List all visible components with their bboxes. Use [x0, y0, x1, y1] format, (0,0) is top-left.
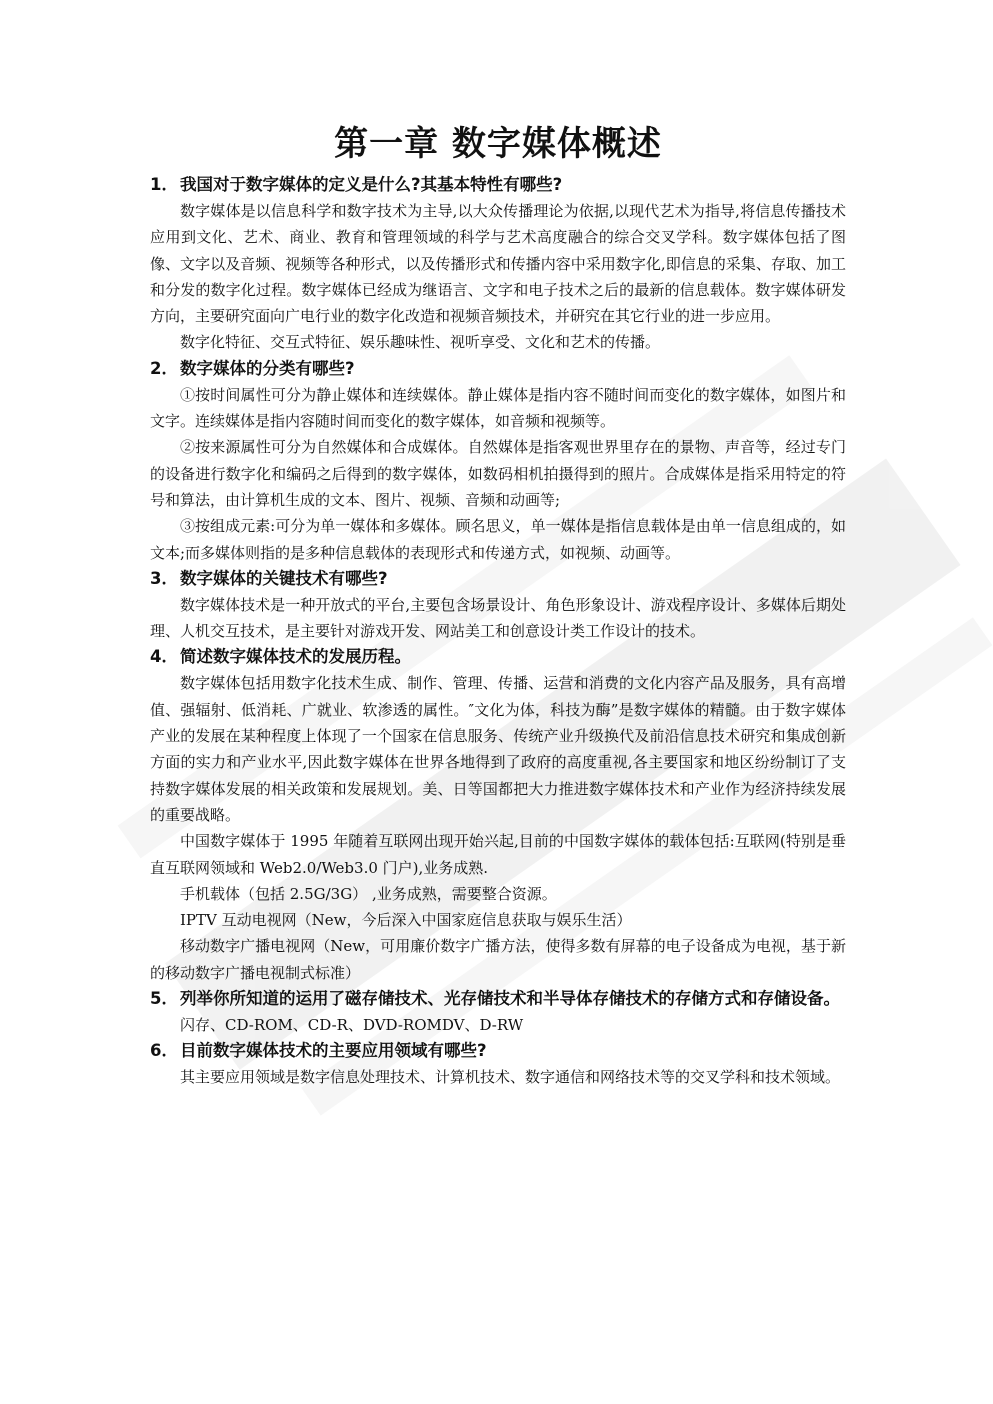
chapter-title: 第一章 数字媒体概述 — [334, 124, 662, 164]
document-page — [150, 118, 846, 1091]
question-heading — [150, 644, 846, 670]
answer-paragraph: 数字媒体是以信息科学和数字技术为主导,以大众传播理论为依据,以现代艺术为指导,将信息传播技术应用到文化、艺术、商业、教育和管理领域的科学与艺术高度融合的综合交叉学科。数字媒体包括了图像、文字以及音频、视频等各种形式，以及传播形式和传播内容中采用数字化,即信息的采集、存取、加工和分发的数字化过程。数字媒体已经成为继语言、文字和电子技术之后的最新的信息载体。数字媒体研发方向，主要研究面向广电行业的数字化改造和视频音频技术，并研究在其它行业的进一步应用。 — [150, 202, 846, 326]
section-1 — [150, 172, 846, 356]
question-number: 6． — [150, 1041, 178, 1061]
answer-paragraph: 数字化特征、交互式特征、娱乐趣味性、视听享受、文化和艺术的传播。 — [180, 333, 661, 352]
section-2 — [150, 356, 846, 566]
answer-paragraph: 数字媒体包括用数字化技术生成、制作、管理、传播、运营和消费的文化内容产品及服务，具有高增值、强辐射、低消耗、广就业、软渗透的属性。″文化为体，科技为酶”是数字媒体的精髓。由于数字媒体产业的发展在某种程度上体现了一个国家在信息服务、传统产业升级换代及前沿信息技术研究和集成创新方面的实力和产业水平,因此数字媒体在世界各地得到了政府的高度重视,各主要国家和地区纷纷制订了支持数字媒体发展的相关政策和发展规划。美、日等国都把大力推进数字媒体技术和产业作为经济持续发展的重要战略。 — [150, 674, 846, 824]
question-number: 5． — [150, 989, 178, 1009]
question-text: 数字媒体的分类有哪些? — [180, 358, 355, 378]
question-text: 简述数字媒体技术的发展历程。 — [180, 647, 411, 667]
question-text: 目前数字媒体技术的主要应用领域有哪些? — [180, 1041, 487, 1061]
question-text: 数字媒体的关键技术有哪些? — [180, 568, 388, 588]
question-number: 2． — [150, 358, 178, 378]
answer-paragraph: 移动数字广播电视网（New，可用廉价数字广播方法，使得多数有屏幕的电子设备成为电视，基于新的移动数字广播电视制式标准） — [150, 937, 846, 982]
question-heading — [150, 566, 846, 592]
answer-line: IPTV 互动电视网（New，今后深入中国家庭信息获取与娱乐生活） — [180, 911, 632, 930]
section-4 — [150, 644, 846, 986]
question-heading — [150, 356, 846, 382]
section-3 — [150, 566, 846, 645]
question-text: 列举你所知道的运用了磁存储技术、光存储技术和半导体存储技术的存储方式和存储设备。 — [180, 989, 840, 1009]
answer-paragraph: 闪存、CD-ROM、CD-R、DVD-ROMDV、D-RW — [180, 1016, 524, 1035]
answer-paragraph: ①按时间属性可分为静止媒体和连续媒体。静止媒体是指内容不随时间而变化的数字媒体，如图片和文字。连续媒体是指内容随时间而变化的数字媒体，如音频和视频等。 — [150, 385, 846, 431]
section-6 — [150, 1038, 846, 1090]
answer-paragraph: ③按组成元素:可分为单一媒体和多媒体。顾名思义，单一媒体是指信息载体是由单一信息组成的，如文本;而多媒体则指的是多种信息载体的表现形式和传递方式，如视频、动画等。 — [150, 517, 846, 562]
question-number: 3． — [150, 568, 178, 588]
question-number: 1． — [150, 175, 178, 194]
answer-paragraph: 中国数字媒体于 1995 年随着互联网出现开始兴起,目前的中国数字媒体的载体包括:互联网(特别是垂直互联网领域和 Web2.0/Web3.0 门户),业务成熟. — [150, 832, 846, 877]
question-heading — [150, 172, 846, 198]
question-number: 4． — [150, 647, 178, 667]
question-heading — [150, 1038, 846, 1064]
question-heading — [150, 986, 846, 1012]
answer-paragraph: ②按来源属性可分为自然媒体和合成媒体。自然媒体是指客观世界里存在的景物、声音等，经过专门的设备进行数字化和编码之后得到的数字媒体，如数码相机拍摄得到的照片。合成媒体是指采用特定的符号和算法，由计算机生成的文本、图片、视频、音频和动画等; — [150, 438, 846, 509]
question-text: 我国对于数字媒体的定义是什么?其基本特性有哪些? — [180, 175, 563, 194]
answer-paragraph: 数字媒体技术是一种开放式的平台,主要包含场景设计、角色形象设计、游戏程序设计、多媒体后期处理、人机交互技术，是主要针对游戏开发、网站美工和创意设计类工作设计的技术。 — [150, 595, 846, 641]
answer-line: 手机载体（包括 2.5G/3G） ,业务成熟，需要整合资源。 — [180, 884, 557, 903]
answer-paragraph: 其主要应用领域是数字信息处理技术、计算机技术、数字通信和网络技术等的交叉学科和技术领域。 — [180, 1068, 841, 1087]
section-5 — [150, 986, 846, 1038]
